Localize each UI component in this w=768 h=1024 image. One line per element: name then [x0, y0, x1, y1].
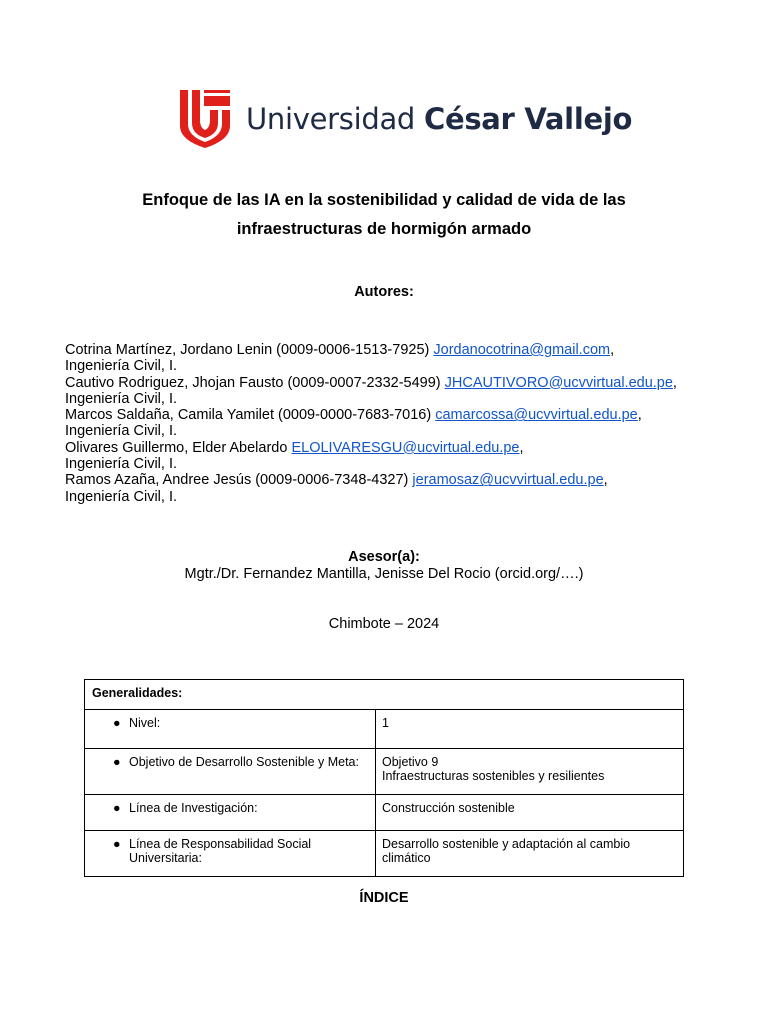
row-label-cell	[85, 749, 376, 795]
title-line-1: Enfoque de las IA en la sostenibilidad y calidad de vida de las	[142, 191, 626, 209]
author-affiliation: Ingeniería Civil, I.	[65, 456, 178, 473]
logo-text-bold: César Vallejo	[423, 102, 633, 136]
author-name: Cotrina Martínez, Jordano Lenin (0009-0006-1513-7925)	[65, 342, 434, 358]
bullet-icon: ●	[113, 837, 121, 851]
author-name: Cautivo Rodriguez, Jhojan Fausto (0009-0007-2332-5499)	[65, 374, 445, 391]
row-value: Construcción sostenible	[382, 801, 515, 815]
author-email-link[interactable]: camarcossa@ucvvirtual.edu.pe	[435, 407, 638, 424]
index-heading: ÍNDICE	[359, 890, 409, 906]
author-entry	[65, 472, 725, 505]
punctuation: ,	[610, 342, 615, 358]
row-label: Línea de Investigación:	[129, 801, 258, 815]
author-name: Olivares Guillermo, Elder Abelardo	[65, 439, 292, 456]
author-affiliation: Ingeniería Civil, I.	[65, 423, 178, 440]
advisor-heading: Asesor(a):	[348, 549, 420, 565]
logo-wordmark	[246, 102, 632, 136]
authors-heading: Autores:	[354, 284, 414, 300]
author-entry	[65, 407, 725, 440]
row-label-cell	[85, 831, 376, 877]
punctuation: ,	[603, 472, 608, 489]
author-name: Ramos Azaña, Andree Jesús (0009-0006-7348-4327)	[65, 472, 413, 489]
author-entry	[65, 375, 725, 408]
table-heading: Generalidades:	[85, 680, 684, 710]
author-name: Marcos Saldaña, Camila Yamilet (0009-0000-7683-7016)	[65, 407, 436, 424]
author-entry	[65, 342, 725, 375]
row-value-secondary: Infraestructuras sostenibles y resilientes	[382, 769, 605, 783]
document-title	[60, 186, 708, 244]
author-email-link[interactable]: jeramosaz@ucvvirtual.edu.pe	[412, 472, 604, 489]
punctuation: ,	[637, 407, 642, 424]
row-label: Objetivo de Desarrollo Sostenible y Meta:	[129, 755, 359, 769]
table-row	[85, 831, 684, 877]
logo-text-regular: Universidad	[246, 102, 424, 136]
table-row	[85, 749, 684, 795]
author-affiliation: Ingeniería Civil, I.	[65, 390, 178, 407]
bullet-icon: ●	[113, 801, 121, 815]
row-value: 1	[382, 716, 389, 730]
punctuation: ,	[519, 439, 524, 456]
place-date: Chimbote – 2024	[328, 616, 440, 632]
row-value-cell	[376, 710, 684, 749]
bullet-icon: ●	[113, 755, 121, 769]
table-row	[85, 710, 684, 749]
punctuation: ,	[672, 374, 677, 391]
author-affiliation: Ingeniería Civil, I.	[65, 358, 178, 375]
author-email-link[interactable]: JHCAUTIVORO@ucvvirtual.edu.pe	[444, 374, 673, 391]
row-value-cell	[376, 749, 684, 795]
advisor-name: Mgtr./Dr. Fernandez Mantilla, Jenisse Del Rocio (orcid.org/….)	[184, 566, 584, 582]
row-value-cell	[376, 831, 684, 877]
title-line-2: infraestructuras de hormigón armado	[236, 220, 532, 238]
author-affiliation: Ingeniería Civil, I.	[65, 488, 178, 505]
university-logo	[180, 90, 632, 148]
row-label-cell	[85, 795, 376, 831]
author-email-link[interactable]: ELOLIVARESGU@ucvirtual.edu.pe	[291, 439, 520, 456]
author-email-link[interactable]: Jordanocotrina@gmail.com	[433, 342, 611, 358]
generalities-table	[84, 679, 684, 877]
table-row	[85, 795, 684, 831]
row-value: Desarrollo sostenible y adaptación al cambio climático	[382, 837, 631, 865]
bullet-icon: ●	[113, 716, 121, 730]
table-header-row	[85, 680, 684, 710]
authors-list	[65, 342, 725, 505]
ucv-shield-icon	[180, 90, 230, 148]
row-value-cell	[376, 795, 684, 831]
row-label: Línea de Responsabilidad Social Universitaria:	[129, 837, 312, 865]
row-label: Nivel:	[129, 716, 161, 730]
author-entry	[65, 440, 725, 473]
row-label-cell	[85, 710, 376, 749]
row-value: Objetivo 9	[382, 755, 439, 769]
